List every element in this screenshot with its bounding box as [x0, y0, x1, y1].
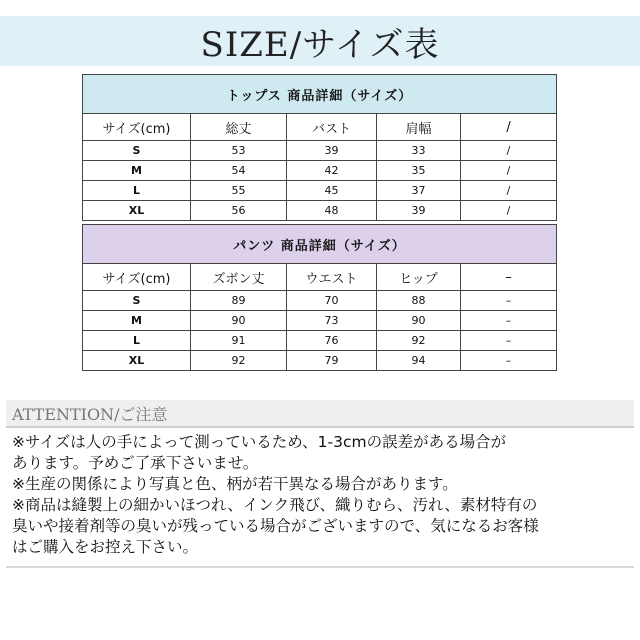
column-header: ヒップ [377, 264, 461, 291]
value-cell: 92 [377, 331, 461, 351]
column-header: 肩幅 [377, 114, 461, 141]
table-row [83, 161, 557, 181]
pants-size-table [82, 224, 557, 371]
title-banner [0, 16, 640, 66]
value-cell: 39 [377, 201, 461, 221]
value-cell: 88 [377, 291, 461, 311]
size-cell: XL [83, 201, 191, 221]
value-cell: 94 [377, 351, 461, 371]
column-header: サイズ(cm) [83, 114, 191, 141]
size-cell: XL [83, 351, 191, 371]
value-cell: / [461, 201, 557, 221]
column-header: / [461, 114, 557, 141]
table-row [83, 351, 557, 371]
column-header: – [461, 264, 557, 291]
note-line: ※生産の関係により写真と色、柄が若干異なる場合があります。 [12, 475, 458, 493]
column-header: サイズ(cm) [83, 264, 191, 291]
pants-header: パンツ 商品詳細（サイズ） [83, 225, 557, 264]
tops-columns-row [83, 114, 557, 141]
value-cell: 70 [287, 291, 377, 311]
tops-header-row [83, 75, 557, 114]
note-line: ※商品は縫製上の細かいほつれ、インク飛び、織りむら、汚れ、素材特有の [12, 496, 538, 514]
table-row [83, 331, 557, 351]
value-cell: 33 [377, 141, 461, 161]
value-cell: / [461, 161, 557, 181]
attention-label: ATTENTION/ご注意 [12, 404, 168, 424]
note-line: はご購入をお控え下さい。 [12, 538, 199, 556]
value-cell: 73 [287, 311, 377, 331]
tops-header: トップス 商品詳細（サイズ） [83, 75, 557, 114]
value-cell: 42 [287, 161, 377, 181]
value-cell: – [461, 351, 557, 371]
value-cell: 53 [191, 141, 287, 161]
table-row [83, 291, 557, 311]
column-header: バスト [287, 114, 377, 141]
pants-header-row [83, 225, 557, 264]
value-cell: 90 [191, 311, 287, 331]
attention-notes [12, 432, 632, 558]
column-header: ズボン丈 [191, 264, 287, 291]
value-cell: 55 [191, 181, 287, 201]
size-cell: M [83, 161, 191, 181]
note-line: ※サイズは人の手によって測っているため、1-3cmの誤差がある場合が [12, 433, 507, 451]
value-cell: – [461, 311, 557, 331]
value-cell: 35 [377, 161, 461, 181]
value-cell: 37 [377, 181, 461, 201]
note-line: あります。予めご了承下さいませ。 [12, 454, 259, 472]
value-cell: 45 [287, 181, 377, 201]
column-header: ウエスト [287, 264, 377, 291]
value-cell: 39 [287, 141, 377, 161]
divider [6, 566, 634, 568]
table-row [83, 311, 557, 331]
table-row [83, 201, 557, 221]
attention-banner [6, 400, 634, 428]
value-cell: 92 [191, 351, 287, 371]
tops-size-table [82, 74, 557, 221]
value-cell: – [461, 291, 557, 311]
page-title: SIZE/サイズ表 [200, 24, 440, 65]
size-cell: S [83, 291, 191, 311]
value-cell: 76 [287, 331, 377, 351]
table-row [83, 141, 557, 161]
column-header: 総丈 [191, 114, 287, 141]
note-line: 臭いや接着剤等の臭いが残っている場合がございますので、気になるお客様 [12, 517, 539, 535]
value-cell: 56 [191, 201, 287, 221]
size-cell: L [83, 331, 191, 351]
value-cell: / [461, 181, 557, 201]
table-row [83, 181, 557, 201]
value-cell: 89 [191, 291, 287, 311]
value-cell: / [461, 141, 557, 161]
value-cell: 79 [287, 351, 377, 371]
size-cell: M [83, 311, 191, 331]
value-cell: 54 [191, 161, 287, 181]
pants-columns-row [83, 264, 557, 291]
size-cell: L [83, 181, 191, 201]
value-cell: 91 [191, 331, 287, 351]
value-cell: 90 [377, 311, 461, 331]
value-cell: 48 [287, 201, 377, 221]
value-cell: – [461, 331, 557, 351]
size-cell: S [83, 141, 191, 161]
